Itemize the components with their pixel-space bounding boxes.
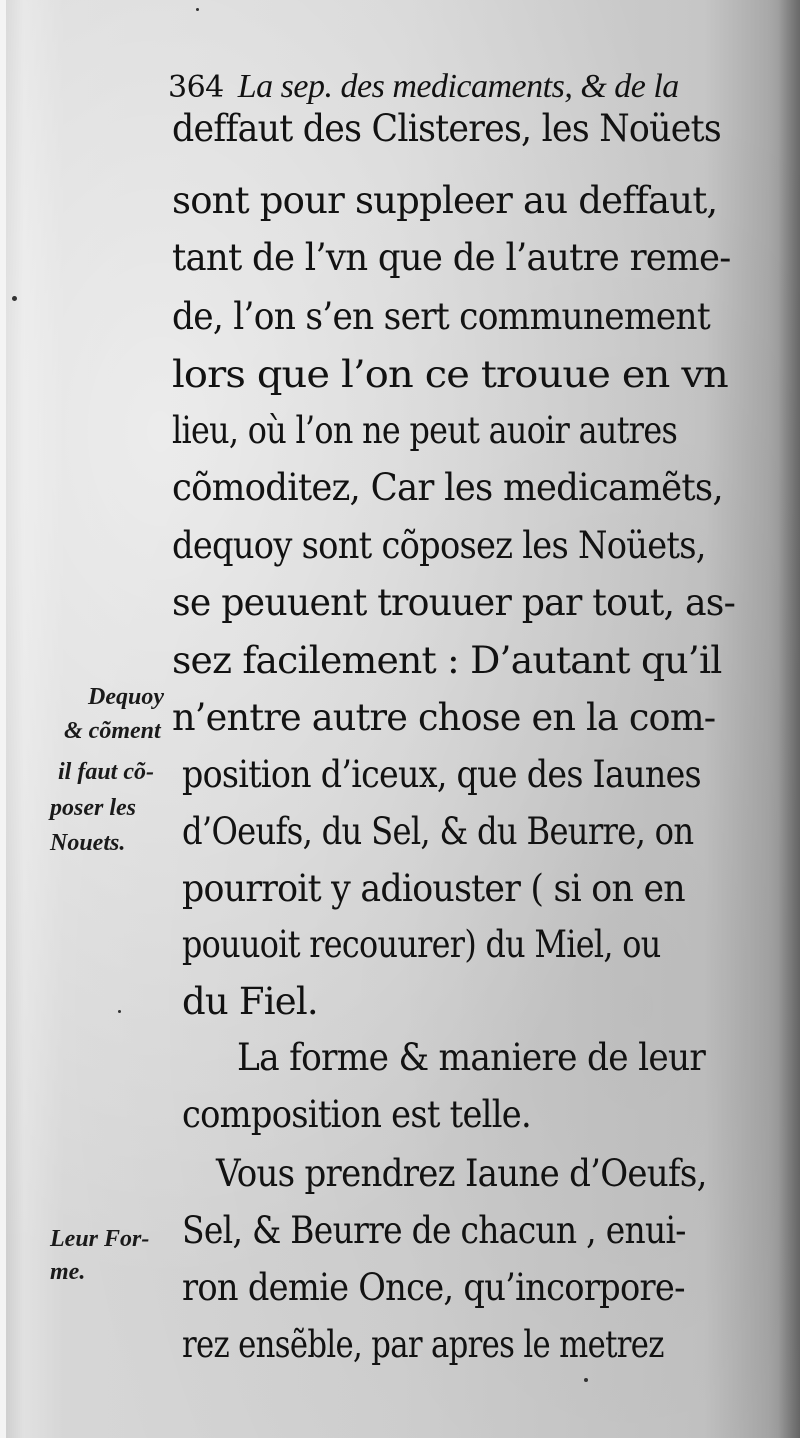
margin-note-line: il faut cõ- (58, 759, 154, 785)
text-line: dequoy sont cõposez les Noüets, (172, 524, 706, 567)
ink-speck (584, 1378, 588, 1382)
text-line: lors que l’on ce trouue en vn (172, 353, 728, 396)
text-line: d’Oeufs, du Sel, & du Beurre, on (182, 810, 694, 853)
margin-note-line: me. (50, 1259, 86, 1285)
text-line: de, l’on s’en sert communement (172, 295, 710, 338)
text-line: du Fiel. (182, 980, 318, 1023)
text-line: rez ensẽble, par apres le metrez (182, 1323, 664, 1366)
margin-note-line: & cõment (64, 718, 161, 744)
page-number: 364 (168, 70, 224, 105)
text-line: sont pour suppleer au deffaut, (172, 179, 718, 222)
text-line: composition est telle. (182, 1093, 531, 1136)
text-line: pouuoit recouurer) du Miel, ou (182, 923, 661, 966)
running-header (168, 62, 768, 112)
text-line: cõmoditez, Car les medicamẽts, (172, 466, 723, 509)
text-line: se peuuent trouuer par tout, as- (172, 581, 736, 624)
gutter-shadow (778, 0, 800, 1438)
text-line: sez facilement : D’autant qu’il (172, 639, 722, 682)
ink-speck (118, 1010, 121, 1013)
text-line: pourroit y adiouster ( si on en (182, 867, 685, 910)
page-left-edge (0, 0, 6, 1438)
margin-note-line: Nouets. (50, 830, 126, 856)
ink-speck (12, 296, 17, 301)
text-line: deffaut des Clisteres, les Noüets (172, 107, 721, 150)
text-line: ron demie Once, qu’incorpore- (182, 1266, 685, 1309)
text-line: tant de l’vn que de l’autre reme- (172, 236, 731, 279)
ink-speck (196, 8, 199, 11)
margin-note-line: Dequoy (88, 684, 164, 710)
text-line: Vous prendrez Iaune d’Oeufs, (216, 1152, 707, 1195)
text-line: Sel, & Beurre de chacun , enui- (182, 1209, 686, 1252)
text-line: lieu, où l’on ne peut auoir autres (172, 409, 678, 452)
margin-note-line: Leur For- (50, 1226, 150, 1252)
text-line: La forme & maniere de leur (237, 1036, 706, 1079)
text-line: n’entre autre chose en la com- (172, 696, 716, 739)
margin-note-line: poser les (50, 795, 136, 821)
running-title: La sep. des medicaments, & de la (237, 68, 679, 105)
text-line: position d’iceux, que des Iaunes (182, 753, 701, 796)
